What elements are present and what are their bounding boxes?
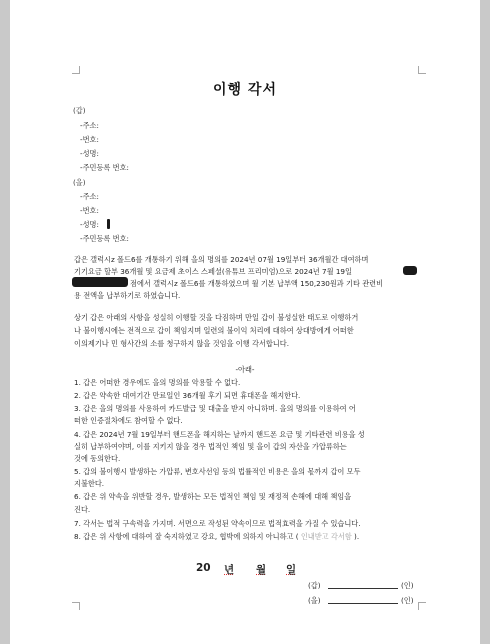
item-7: 7. 각서는 법적 구속력을 가지며. 서면으로 작성된 약속이므로 법적효력을 가질 수 있습니다. <box>74 519 361 528</box>
sign-b-line <box>328 603 398 604</box>
redaction-mark <box>403 266 417 275</box>
redaction-mark <box>72 277 128 287</box>
para1-line3: 점에서 갤럭시z 폴드6를 개통하였으며 월 기본 납부액 150,230원과 기타 관련비 <box>130 279 384 288</box>
margin-corner-mark <box>72 602 80 610</box>
item-6-line1: 6. 갑은 위 약속을 위반할 경우, 발생하는 모든 법적인 책임 및 재정적 손해에 대해 책임을 <box>74 492 352 501</box>
date-year-unit: 년 <box>224 564 235 576</box>
sign-a-line <box>328 588 398 589</box>
item-8-close: ). <box>354 532 360 541</box>
party-b-number: -번호: <box>80 206 99 215</box>
sign-a-label: (갑) <box>308 581 321 590</box>
section-header: -아래- <box>235 365 255 374</box>
document-page <box>10 0 480 644</box>
date-month-unit: 월 <box>256 564 267 576</box>
para1-line1: 갑은 갤럭시z 폴드6를 개통하기 위해 을의 명의를 2024년 07월 19일부터 36개월간 대여하며 <box>74 255 369 264</box>
party-a-resident-id: -주민등록 번호: <box>80 163 129 172</box>
item-6-line2: 진다. <box>74 505 91 514</box>
item-4-line1: 4. 갑은 2024년 7월 19일부터 핸드폰을 해지하는 날까지 핸드폰 요금 및 기타관련 비용을 성 <box>74 430 365 439</box>
item-5-line2: 지불한다. <box>74 479 105 488</box>
party-a-name: -성명: <box>80 149 99 158</box>
date-day-unit: 일 <box>286 564 297 576</box>
item-3-line2: 떠한 인증절차에도 참여할 수 없다. <box>74 416 183 425</box>
margin-corner-mark <box>418 602 426 610</box>
party-a-label: (갑) <box>73 106 86 115</box>
party-b-label: (을) <box>73 178 86 187</box>
document-title: 이행 각서 <box>213 82 277 98</box>
para1-line4: 용 전액을 납부하기로 하였습니다. <box>74 291 181 300</box>
sign-a-seal: (인) <box>401 581 414 590</box>
party-b-name: -성명: <box>80 220 99 229</box>
item-1: 1. 갑은 어떠한 경우에도 을의 명의를 악용할 수 없다. <box>74 378 241 387</box>
margin-corner-mark <box>72 66 80 74</box>
party-a-number: -번호: <box>80 135 99 144</box>
party-a-address: -주소: <box>80 121 99 130</box>
item-2: 2. 갑은 약속한 대여기간 만료일인 36개월 후기 되면 휴대폰을 해지한다. <box>74 391 301 400</box>
margin-corner-mark <box>418 66 426 74</box>
sign-b-seal: (인) <box>401 596 414 605</box>
date-year: 20 <box>196 562 211 574</box>
para2-line1: 상기 갑은 아래의 사항을 성실히 이행할 것을 다짐하며 만일 갑이 불성실한 태도로 이행하거 <box>74 313 359 322</box>
para2-line2: 나 불이행시에는 전적으로 갑이 책임지며 일련의 불이익 처리에 대하여 상대방에게 어떠한 <box>74 326 354 335</box>
item-8 <box>74 532 359 541</box>
item-8-text: 8. 갑은 위 사항에 대하여 잘 숙지하였고 강요, 협박에 의하지 아니하고 ( <box>74 532 299 541</box>
sign-b-label: (을) <box>308 596 321 605</box>
para1-line2: 기기요금 할부 36개월 및 요금제 초이스 스페셜(유튜브 프리미엄)으로 2024년 7월 19일 <box>74 267 352 276</box>
party-b-resident-id: -주민등록 번호: <box>80 234 129 243</box>
redaction-mark <box>107 219 110 229</box>
para2-line3: 이의제기나 민 형사간의 소를 청구하지 않을 것임을 이행 각서합니다. <box>74 339 289 348</box>
party-b-address: -주소: <box>80 192 99 201</box>
item-4-line3: 것에 동의한다. <box>74 454 121 463</box>
item-3-line1: 3. 갑은 을의 명의를 사용하여 카드발급 및 대출을 받지 아니하며. 을의 명의를 이용하여 어 <box>74 404 356 413</box>
item-8-hint: 인내받고 각서함 <box>300 532 352 541</box>
item-5-line1: 5. 갑의 불이행시 발생하는 가압류, 변호사선임 등의 법률적인 비용은 을의 몫까지 갑이 모두 <box>74 467 361 476</box>
item-4-line2: 실히 납부하여야며, 이를 지키지 않을 경우 법적인 책임 및 을이 갑의 자산을 가압류하는 <box>74 442 347 451</box>
